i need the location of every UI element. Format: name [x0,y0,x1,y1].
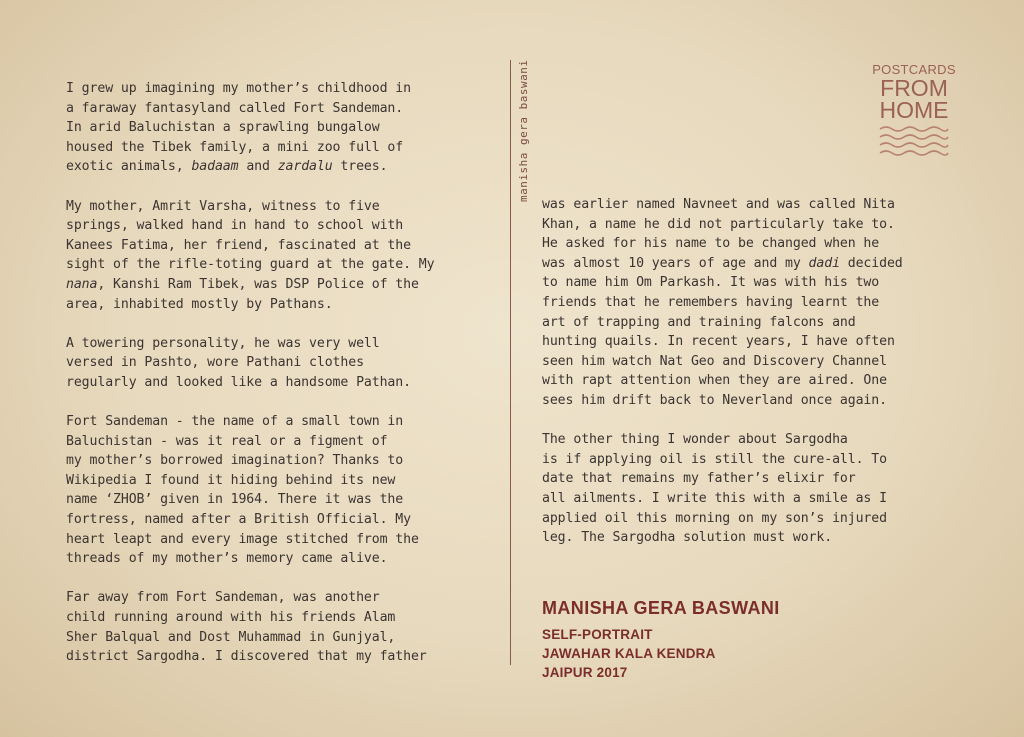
paragraph-5: Far away from Fort Sandeman, was another child running around with his friends Alam Sher Balqual and Dost Muhammad in Gunjyal, district Sargodha. I discovered that my father [66,590,427,665]
paragraph-3: A towering personality, he was very well versed in Pashto, wore Pathani clothes regularly and looked like a handsome Pathan. [66,335,411,390]
left-column-text [66,79,486,686]
signature-line-2: JAWAHAR KALA KENDRA [542,646,716,661]
wavy-lines-icon [878,125,950,159]
stamp-line-1: POSTCARDS [872,62,956,77]
vertical-author-name: manisha gera baswani [517,60,530,203]
paragraph-4: Fort Sandeman - the name of a small town in Baluchistan - was it real or a figment of my mother’s borrowed imagination? Thanks to Wikipedia I found it hiding behind its new name ‘ZHOB’ given in 1964. There it was the fortress, named after a British Official. My heart leapt and every image stitched from the threads of my mother’s memory came alive. [66,414,419,567]
signature-line-3: JAIPUR 2017 [542,665,628,680]
stamp-line-3: HOME [879,97,949,123]
signature-block [542,598,780,682]
center-divider-line [510,60,511,665]
signature-line-1: SELF-PORTRAIT [542,627,653,642]
stamp-line-2: FROM [880,75,948,101]
right-column-text [542,195,957,567]
paragraph-6: was earlier named Navneet and was called Nita Khan, a name he did not particularly take to. He asked for his name to be changed when he was almost 10 years of age and my dadi decided to name him Om Parkash. It was with his two friends that he remembers having learnt the art of trapping and training falcons and hunting quails. In recent years, I have often seen him watch Nat Geo and Discovery Channel with rapt attention when they are aired. One sees him drift back to Neverland once again. [542,197,903,408]
author-name: MANISHA GERA BASWANI [542,598,780,618]
paragraph-7: The other thing I wonder about Sargodha is if applying oil is still the cure-all. To date that remains my father’s elixir for all ailments. I write this with a smile as I applied oil this morning on my son’s injured leg. The Sargodha solution must work. [542,432,887,546]
paragraph-1: I grew up imagining my mother’s childhood in a faraway fantasyland called Fort Sandeman. In arid Baluchistan a sprawling bungalow housed the Tibek family, a mini zoo full of exotic animals, badaam and zardalu trees. [66,81,411,175]
paragraph-2: My mother, Amrit Varsha, witness to five springs, walked hand in hand to school with Kanees Fatima, her friend, fascinated at the sight of the rifle-toting guard at the gate. My nana, Kanshi Ram Tibek, was DSP Police of the area, inhabited mostly by Pathans. [66,198,435,312]
postcards-from-home-stamp [868,62,960,159]
